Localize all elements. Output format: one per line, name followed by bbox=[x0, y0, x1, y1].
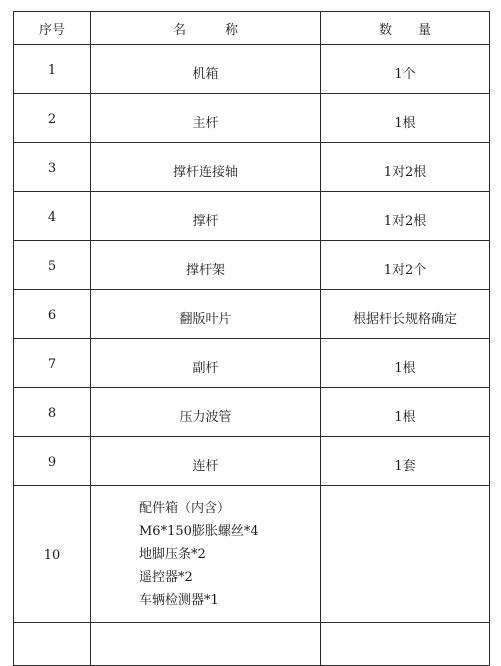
empty-cell bbox=[14, 623, 91, 666]
table-row-empty bbox=[14, 623, 490, 666]
table-row bbox=[14, 437, 490, 486]
row-number: 8 bbox=[14, 388, 91, 437]
accessory-line: 遥控器*2 bbox=[139, 569, 193, 585]
item-name: 翻版叶片 bbox=[91, 290, 321, 339]
item-name: 副杆 bbox=[91, 339, 321, 388]
item-name: 连杆 bbox=[91, 437, 321, 486]
item-quantity: 1根 bbox=[321, 339, 490, 388]
accessory-list bbox=[91, 486, 321, 623]
table-row bbox=[14, 241, 490, 290]
table-row bbox=[14, 339, 490, 388]
row-number: 1 bbox=[14, 45, 91, 94]
row-number: 6 bbox=[14, 290, 91, 339]
row-number: 5 bbox=[14, 241, 91, 290]
row-number: 9 bbox=[14, 437, 91, 486]
item-quantity: 1根 bbox=[321, 94, 490, 143]
table-header-row bbox=[14, 12, 490, 45]
item-quantity: 1对2根 bbox=[321, 192, 490, 241]
accessory-line: 车辆检测器*1 bbox=[139, 592, 219, 608]
row-number: 3 bbox=[14, 143, 91, 192]
row-number: 7 bbox=[14, 339, 91, 388]
header-qty: 数 量 bbox=[321, 12, 490, 45]
item-name: 机箱 bbox=[91, 45, 321, 94]
item-name: 撑杆架 bbox=[91, 241, 321, 290]
item-quantity: 1对2个 bbox=[321, 241, 490, 290]
row-number: 10 bbox=[14, 486, 91, 623]
item-quantity: 1套 bbox=[321, 437, 490, 486]
item-quantity: 1对2根 bbox=[321, 143, 490, 192]
header-no: 序号 bbox=[14, 12, 91, 45]
table-row bbox=[14, 388, 490, 437]
table-row bbox=[14, 143, 490, 192]
table-row bbox=[14, 94, 490, 143]
accessory-line: 配件箱（内含） bbox=[139, 500, 231, 516]
item-quantity: 1个 bbox=[321, 45, 490, 94]
item-quantity: 1根 bbox=[321, 388, 490, 437]
table-row-accessories bbox=[14, 486, 490, 623]
row-number: 4 bbox=[14, 192, 91, 241]
empty-cell bbox=[321, 623, 490, 666]
table-row bbox=[14, 45, 490, 94]
row-number: 2 bbox=[14, 94, 91, 143]
empty-cell bbox=[91, 623, 321, 666]
item-name: 压力波管 bbox=[91, 388, 321, 437]
item-name: 主杆 bbox=[91, 94, 321, 143]
item-name: 撑杆 bbox=[91, 192, 321, 241]
table-row bbox=[14, 290, 490, 339]
item-quantity: 根据杆长规格确定 bbox=[321, 290, 490, 339]
accessory-line: 地脚压条*2 bbox=[139, 546, 206, 562]
parts-table bbox=[13, 11, 490, 666]
item-name: 撑杆连接轴 bbox=[91, 143, 321, 192]
accessory-line: M6*150膨胀螺丝*4 bbox=[139, 523, 259, 539]
table-row bbox=[14, 192, 490, 241]
item-quantity bbox=[321, 486, 490, 623]
header-name: 名 称 bbox=[91, 12, 321, 45]
